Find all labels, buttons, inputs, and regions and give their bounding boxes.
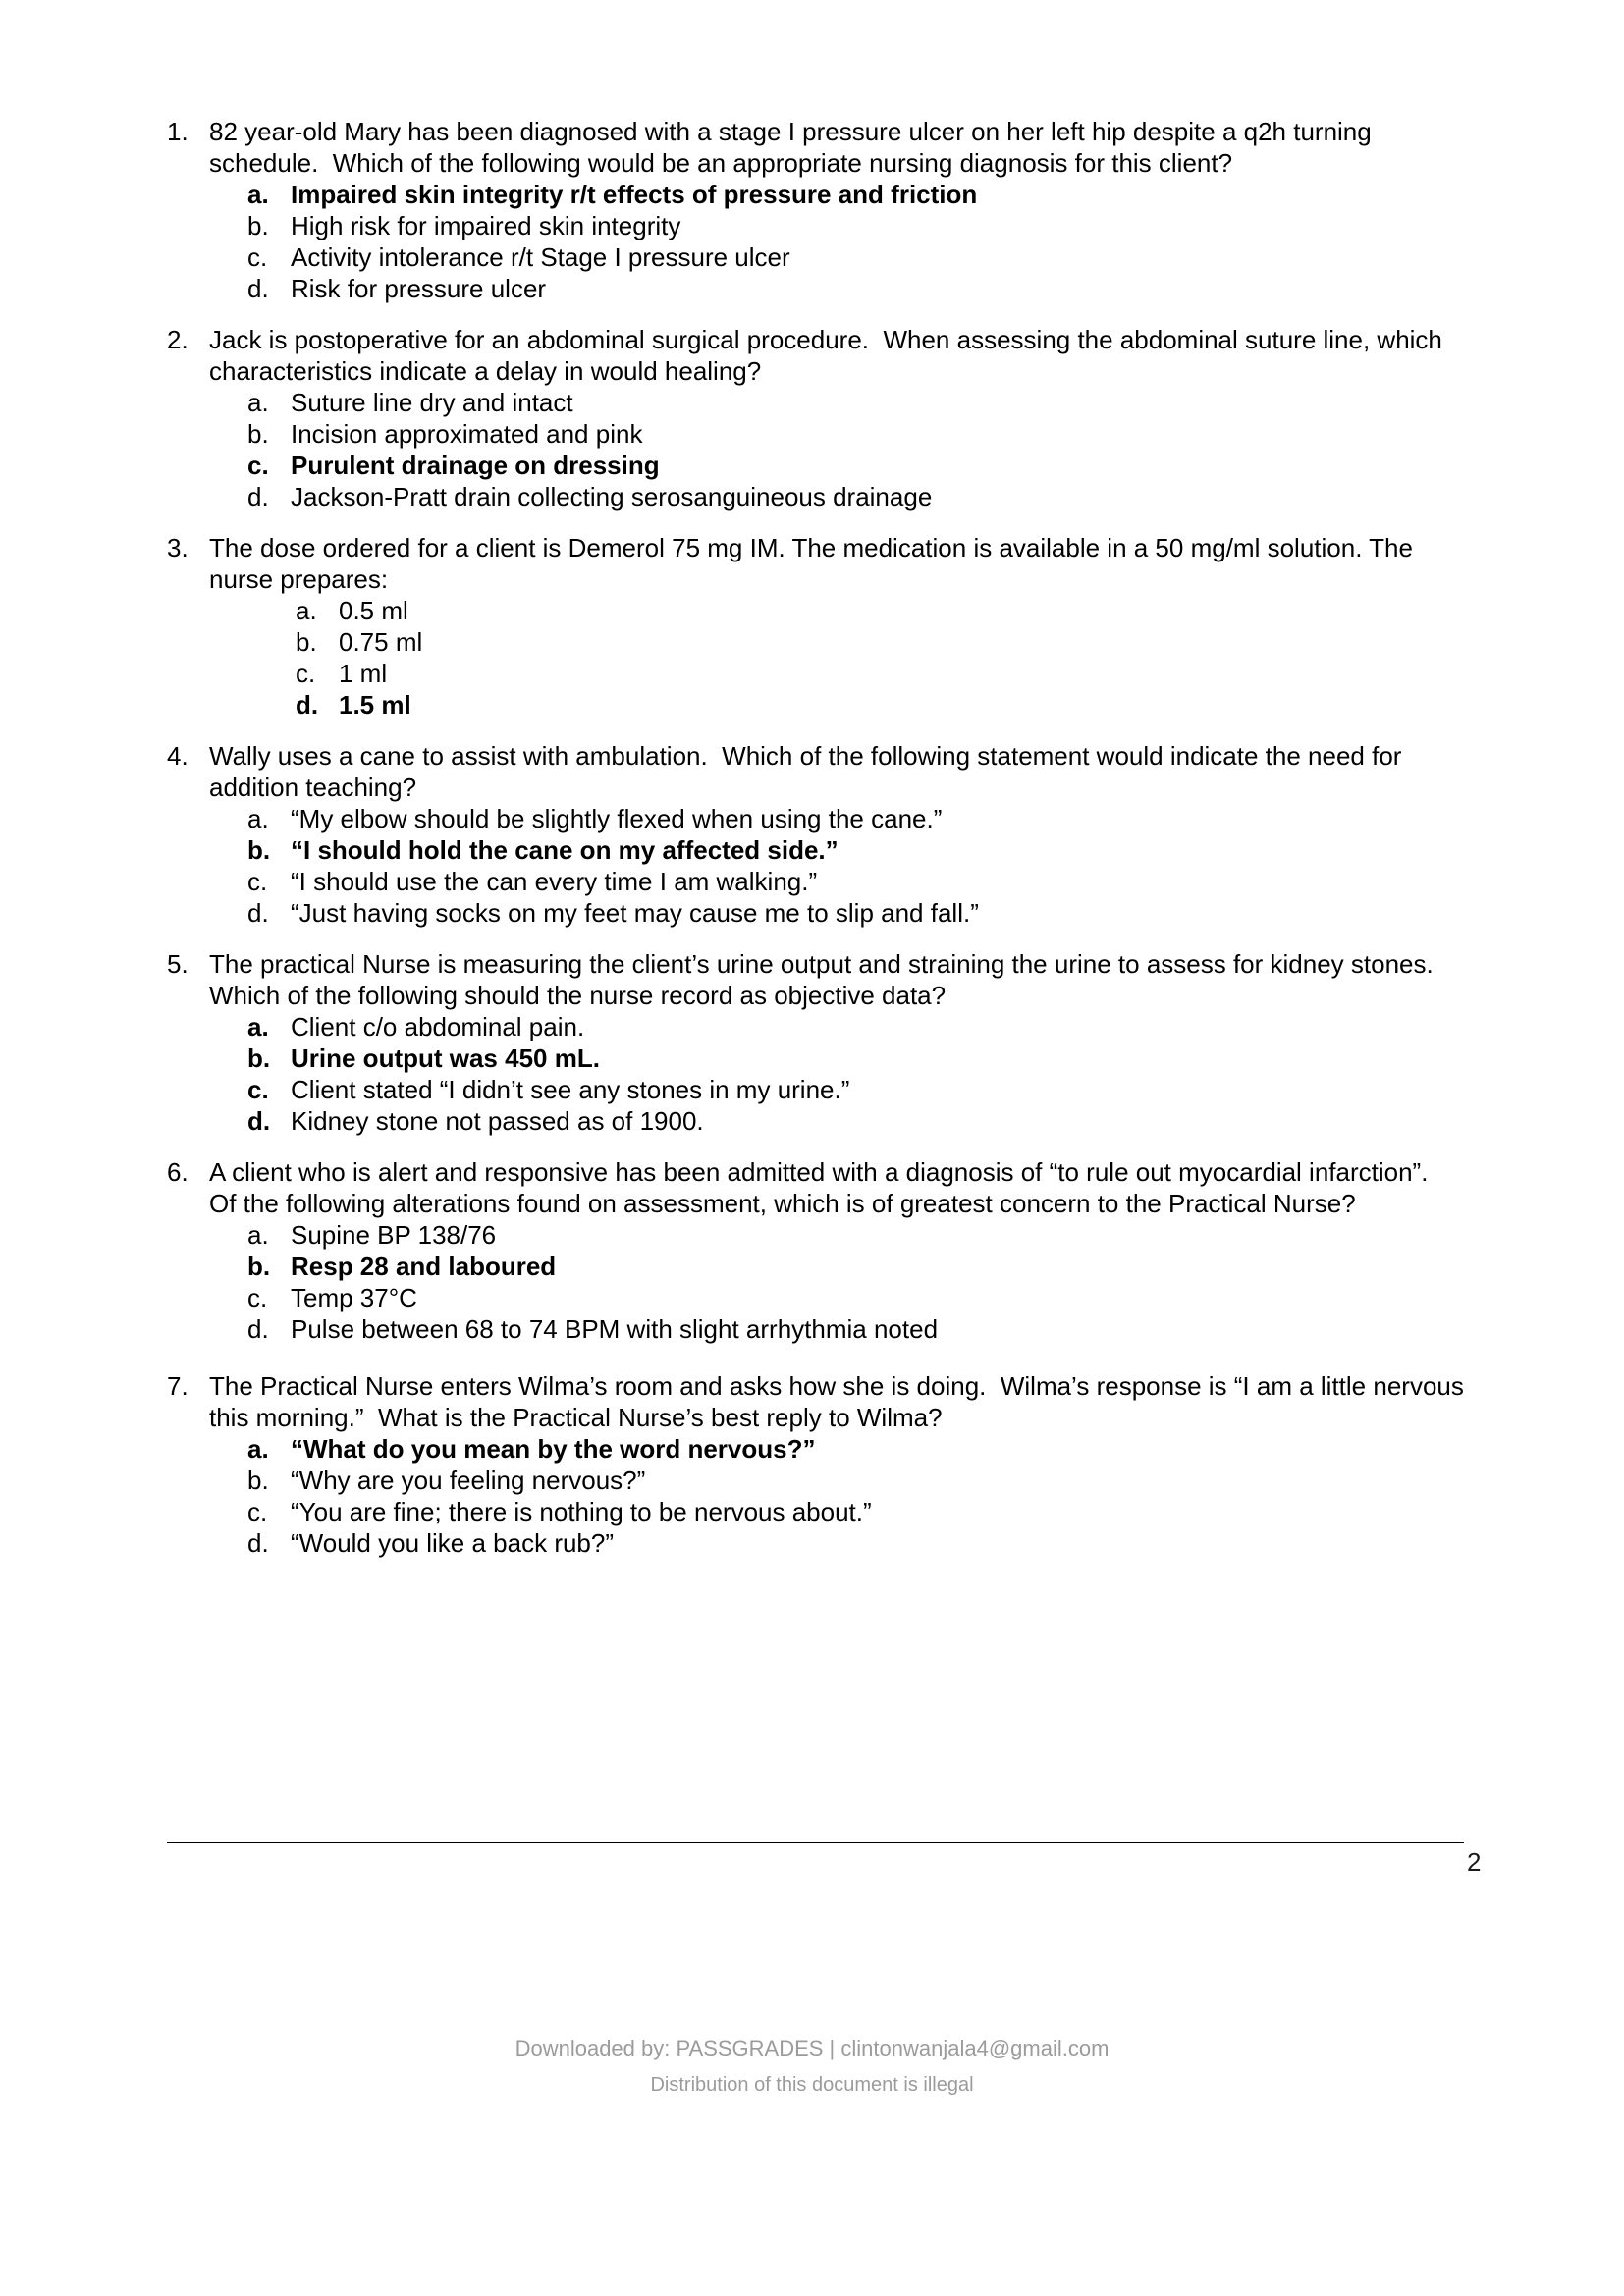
option-text: Resp 28 and laboured [291, 1252, 557, 1281]
footer-rule [167, 1842, 1464, 1843]
option-letter: a. [247, 1220, 269, 1250]
option-letter: d. [247, 1106, 271, 1136]
option-letter: c. [296, 659, 316, 688]
options-list [209, 595, 1465, 721]
option-text: Client stated “I didn’t see any stones in my urine.” [291, 1075, 850, 1104]
option-c [209, 866, 1465, 897]
option-d [209, 273, 1465, 304]
option-text: Kidney stone not passed as of 1900. [291, 1106, 704, 1136]
option-letter: b. [247, 419, 269, 449]
option-letter: c. [247, 1283, 268, 1312]
question-1 [167, 116, 1465, 304]
option-letter: b. [296, 627, 317, 657]
option-letter: a. [247, 388, 269, 417]
option-text: Jackson-Pratt drain collecting serosanguineous drainage [291, 482, 933, 511]
option-d [209, 897, 1465, 929]
option-text: “What do you mean by the word nervous?” [291, 1434, 816, 1464]
options-list [209, 1219, 1465, 1345]
question-number: 5. [167, 949, 189, 979]
option-letter: b. [247, 1466, 269, 1495]
question-number: 6. [167, 1157, 189, 1187]
question-stem: Jack is postoperative for an abdominal surgical procedure. When assessing the abdominal suture line, which characteristics indicate a delay in would healing? [209, 325, 1450, 386]
option-a [209, 179, 1465, 210]
question-4 [167, 740, 1465, 929]
option-letter: d. [247, 1314, 269, 1344]
options-list [209, 179, 1465, 304]
option-letter: c. [247, 451, 269, 480]
question-body [209, 948, 1465, 1137]
question-body [209, 116, 1465, 304]
option-text: “Would you like a back rub?” [291, 1528, 615, 1558]
question-stem: The practical Nurse is measuring the client’s urine output and straining the urine to assess for kidney stones. Which of the following should the nurse record as objective data? [209, 949, 1448, 1010]
option-text: Urine output was 450 mL. [291, 1043, 600, 1073]
question-5 [167, 948, 1465, 1137]
question-body [209, 740, 1465, 929]
question-list [167, 116, 1472, 1578]
option-c [209, 1074, 1465, 1105]
option-letter: d. [296, 690, 319, 720]
option-letter: c. [247, 867, 268, 896]
option-letter: d. [247, 274, 269, 303]
option-text: High risk for impaired skin integrity [291, 211, 681, 240]
option-b [209, 1465, 1465, 1496]
option-b [209, 626, 1465, 658]
options-list [209, 387, 1465, 512]
option-text: Purulent drainage on dressing [291, 451, 660, 480]
question-3 [167, 532, 1465, 721]
option-text: Pulse between 68 to 74 BPM with slight arrhythmia noted [291, 1314, 939, 1344]
question-body [209, 1156, 1465, 1345]
question-body [209, 532, 1465, 721]
option-text: Incision approximated and pink [291, 419, 643, 449]
option-text: 0.5 ml [339, 596, 408, 625]
option-text: 1.5 ml [339, 690, 411, 720]
option-text: “Just having socks on my feet may cause me to slip and fall.” [291, 898, 979, 928]
question-stem: Wally uses a cane to assist with ambulation. Which of the following statement would indicate the need for addition teaching? [209, 741, 1409, 802]
option-text: “I should use the can every time I am walking.” [291, 867, 818, 896]
question-7 [167, 1370, 1472, 1559]
option-text: Temp 37°C [291, 1283, 417, 1312]
question-stem: 82 year-old Mary has been diagnosed with a stage I pressure ulcer on her left hip despite a q2h turning schedule. Which of the following would be an appropriate nursing diagnosis for this client? [209, 117, 1379, 178]
option-d [209, 1313, 1465, 1345]
question-6 [167, 1156, 1465, 1345]
question-number: 2. [167, 325, 189, 354]
question-stem: The Practical Nurse enters Wilma’s room and asks how she is doing. Wilma’s response is “I am a little nervous this morning.” What is the Practical Nurse’s best reply to Wilma? [209, 1371, 1472, 1432]
option-letter: a. [247, 1012, 269, 1041]
question-number: 3. [167, 533, 189, 562]
question-2 [167, 324, 1465, 512]
option-a [209, 1219, 1465, 1251]
option-text: Activity intolerance r/t Stage I pressure ulcer [291, 242, 790, 272]
option-letter: b. [247, 835, 271, 865]
option-d [209, 689, 1465, 721]
option-text: Impaired skin integrity r/t effects of pressure and friction [291, 180, 978, 209]
option-letter: d. [247, 1528, 269, 1558]
option-letter: c. [247, 1075, 269, 1104]
option-a [209, 803, 1465, 834]
option-letter: a. [247, 180, 269, 209]
option-c [209, 450, 1465, 481]
option-letter: c. [247, 242, 268, 272]
option-b [209, 1042, 1465, 1074]
question-body [209, 1370, 1472, 1559]
option-text: Suture line dry and intact [291, 388, 573, 417]
option-text: Supine BP 138/76 [291, 1220, 497, 1250]
option-letter: a. [296, 596, 317, 625]
option-letter: b. [247, 1252, 271, 1281]
options-list [209, 803, 1465, 929]
option-letter: c. [247, 1497, 268, 1526]
question-number: 1. [167, 117, 189, 146]
download-footer-line1: Downloaded by: PASSGRADES | clintonwanjala4@gmail.com [514, 2036, 1110, 2060]
option-a [209, 595, 1465, 626]
option-letter: d. [247, 898, 269, 928]
option-letter: b. [247, 211, 269, 240]
option-letter: a. [247, 1434, 269, 1464]
download-footer-line2: Distribution of this document is illegal [650, 2074, 974, 2096]
option-letter: d. [247, 482, 269, 511]
option-d [209, 481, 1465, 512]
question-body [209, 324, 1465, 512]
question-number: 7. [167, 1371, 189, 1401]
option-b [209, 210, 1465, 241]
option-text: “I should hold the cane on my affected side.” [291, 835, 839, 865]
option-a [209, 1433, 1465, 1465]
question-stem: A client who is alert and responsive has been admitted with a diagnosis of “to rule out myocardial infarction”. Of the following alterations found on assessment, which is of greatest concern to the Practical Nurse? [209, 1157, 1442, 1218]
option-c [209, 658, 1465, 689]
option-text: Client c/o abdominal pain. [291, 1012, 585, 1041]
question-stem: The dose ordered for a client is Demerol 75 mg IM. The medication is available in a 50 mg/ml solution. The nurse prepares: [209, 533, 1421, 594]
option-text: 0.75 ml [339, 627, 423, 657]
question-number: 4. [167, 741, 189, 771]
option-d [209, 1527, 1465, 1559]
page-number: 2 [1467, 1847, 1482, 1877]
option-a [209, 1011, 1465, 1042]
option-text: 1 ml [339, 659, 388, 688]
option-b [209, 418, 1465, 450]
options-list [209, 1011, 1465, 1137]
option-letter: a. [247, 804, 269, 833]
option-c [209, 241, 1465, 273]
option-a [209, 387, 1465, 418]
option-text: Risk for pressure ulcer [291, 274, 547, 303]
option-text: “Why are you feeling nervous?” [291, 1466, 646, 1495]
options-list [209, 1433, 1465, 1559]
option-letter: b. [247, 1043, 271, 1073]
option-b [209, 1251, 1465, 1282]
option-c [209, 1282, 1465, 1313]
option-d [209, 1105, 1465, 1137]
option-b [209, 834, 1465, 866]
option-text: “You are fine; there is nothing to be nervous about.” [291, 1497, 872, 1526]
option-c [209, 1496, 1465, 1527]
option-text: “My elbow should be slightly flexed when using the cane.” [291, 804, 943, 833]
